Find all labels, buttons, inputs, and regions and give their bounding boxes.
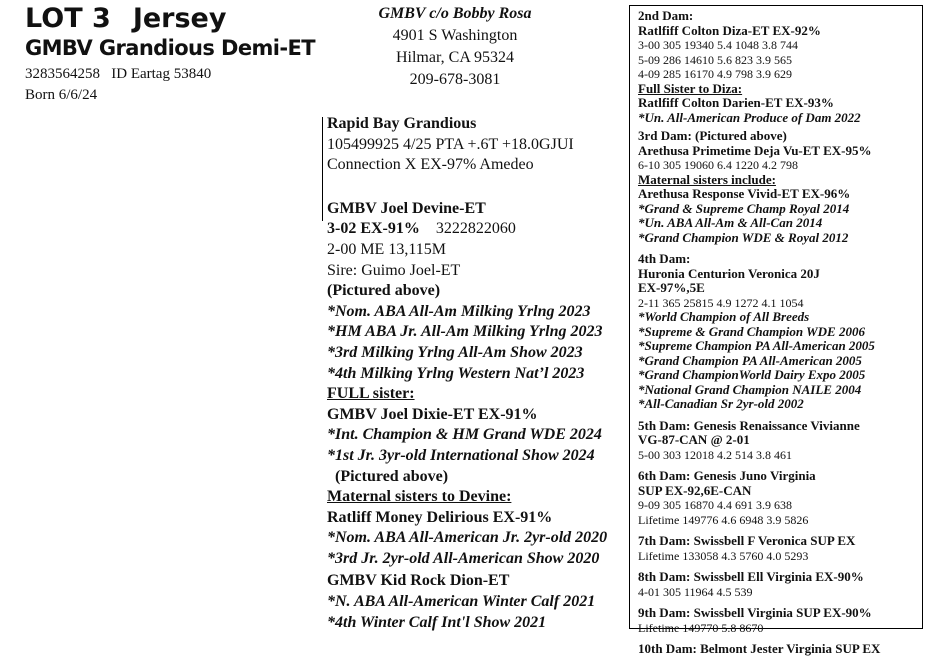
owner-city: Hilmar, CA 95324 — [395, 49, 515, 66]
dam-award: *4th Milking Yrlng Western Nat’l 2023 — [327, 364, 585, 382]
third-dam-name: Arethusa Primetime Deja Vu-ET EX-95% — [638, 142, 872, 158]
registration-line — [25, 66, 211, 83]
second-dam-record: 4-09 285 16170 4.9 798 3.9 629 — [638, 67, 792, 81]
dam-sire: Sire: Guimo Joel-ET — [327, 261, 461, 279]
fifth-dam-heading: 5th Dam: Genesis Renaissance Vivianne — [638, 417, 860, 433]
maternal-sister-award: *N. ABA All-American Winter Calf 2021 — [327, 593, 596, 611]
fourth-dam-award: *All-Canadian Sr 2yr-old 2002 — [638, 396, 804, 411]
owner-phone: 209-678-3081 — [409, 71, 501, 88]
sire-lineage: Connection X EX-97% Amedeo — [327, 156, 534, 174]
fourth-dam-classification: EX-97%,5E — [638, 280, 705, 295]
second-dam-name: Ratlfiff Colton Diza-ET EX-92% — [638, 22, 821, 38]
dam-classification: 3-02 EX-91% — [327, 220, 420, 238]
third-dam-heading: 3rd Dam: (Pictured above) — [638, 128, 787, 143]
sixth-dam-lifetime: Lifetime 149776 4.6 6948 3.9 5826 — [638, 512, 809, 527]
dam-record: 2-00 ME 13,115M — [327, 240, 446, 258]
full-sister-to-diza-name: Ratlfiff Colton Darien-ET EX-93% — [638, 95, 834, 110]
maternal-sister-award: *3rd Jr. 2yr-old All-American Show 2020 — [327, 549, 600, 567]
fourth-dam-award: *Supreme Champion PA All-American 2005 — [638, 338, 875, 353]
sixth-dam-classification: SUP EX-92,6E-CAN — [638, 482, 752, 498]
eighth-dam-heading: 8th Dam: Swissbell Ell Virginia EX-90% — [638, 569, 864, 584]
eighth-dam-record: 4-01 305 11964 4.5 539 — [638, 584, 753, 599]
full-sister-name: GMBV Joel Dixie-ET EX-91% — [327, 405, 538, 423]
second-dam-record: 3-00 305 19340 5.4 1048 3.8 744 — [638, 38, 798, 52]
maternal-sister-award: *4th Winter Calf Int'l Show 2021 — [327, 613, 547, 631]
fourth-dam-award: *World Champion of All Breeds — [638, 309, 810, 324]
seventh-dam-lifetime: Lifetime 133058 4.3 5760 4.0 5293 — [638, 548, 809, 563]
eartag: ID Eartag 53840 — [111, 66, 212, 82]
second-dam-heading: 2nd Dam: — [638, 8, 694, 23]
sire-name: Rapid Bay Grandious — [327, 115, 477, 132]
maternal-sisters-heading: Maternal sisters to Devine: — [327, 488, 512, 506]
full-sister-award: *1st Jr. 3yr-old International Show 2024 — [327, 446, 595, 464]
birth-date: Born 6/6/24 — [25, 87, 98, 103]
registration-number: 3283564258 — [25, 66, 100, 82]
fourth-dam-name: Huronia Centurion Veronica 20J — [638, 265, 820, 281]
third-dam-record: 6-10 305 19060 6.4 1220 4.2 798 — [638, 158, 798, 172]
lot-header — [25, 3, 226, 34]
fourth-dam-award: *Supreme & Grand Champion WDE 2006 — [638, 323, 865, 339]
dam-award: *Nom. ABA All-Am Milking Yrlng 2023 — [327, 302, 591, 320]
maternal-sister-vivid-award: *Grand Champion WDE & Royal 2012 — [638, 229, 849, 245]
owner-name: GMBV c/o Bobby Rosa — [378, 5, 532, 22]
dam-pictured-note: (Pictured above) — [327, 282, 441, 300]
dam-lineage-box — [629, 5, 923, 656]
dam-award: *HM ABA Jr. All-Am Milking Yrlng 2023 — [327, 323, 603, 341]
sixth-dam-record: 9-09 305 16870 4.4 691 3.9 638 — [638, 498, 792, 512]
maternal-sisters-include-heading: Maternal sisters include: — [638, 171, 776, 187]
dam-registration: 3222822060 — [435, 220, 516, 238]
full-sister-to-diza-heading: Full Sister to Diza: — [638, 80, 743, 96]
seventh-dam-heading: 7th Dam: Swissbell F Veronica SUP EX — [638, 533, 856, 548]
dam-name: GMBV Joel Devine-ET — [327, 199, 486, 217]
fifth-dam-record: 5-00 303 12018 4.2 514 3.8 461 — [638, 447, 792, 462]
dam-classification-line — [327, 219, 607, 240]
fourth-dam-award: *National Grand Champion NAILE 2004 — [638, 381, 862, 397]
fourth-dam-award: *Grand ChampionWorld Dairy Expo 2005 — [638, 367, 866, 382]
maternal-sister-name: Ratliff Money Delirious EX-91% — [327, 508, 553, 526]
fourth-dam-heading: 4th Dam: — [638, 251, 691, 266]
fourth-dam-award: *Grand Champion PA All-American 2005 — [638, 352, 862, 368]
lot-number: LOT 3 — [25, 3, 111, 34]
second-dam-record: 5-09 286 14610 5.6 823 3.9 565 — [638, 52, 792, 67]
owner-street: 4901 S Washington — [392, 27, 518, 44]
animal-name: GMBV Grandious Demi-ET — [25, 36, 315, 60]
maternal-sister-vivid-name: Arethusa Response Vivid-ET EX-96% — [638, 186, 851, 201]
sixth-dam-heading: 6th Dam: Genesis Juno Virginia — [638, 468, 816, 483]
full-sister-award: *Int. Champion & HM Grand WDE 2024 — [327, 426, 602, 444]
sire-details: 105499925 4/25 PTA +.6T +18.0GJUI — [327, 135, 574, 153]
ninth-dam-lifetime: Lifetime 149770 5.8 8670 — [638, 620, 764, 635]
ninth-dam-heading: 9th Dam: Swissbell Virginia SUP EX-90% — [638, 605, 872, 620]
full-sister-to-diza-award: *Un. All-American Produce of Dam 2022 — [638, 109, 861, 125]
pedigree-middle — [327, 114, 607, 633]
maternal-sister-vivid-award: *Un. ABA All-Am & All-Can 2014 — [638, 215, 823, 230]
tenth-dam-heading: 10th Dam: Belmont Jester Virginia SUP EX — [638, 641, 881, 656]
dam-award: *3rd Milking Yrlng All-Am Show 2023 — [327, 343, 583, 361]
maternal-sister-award: *Nom. ABA All-American Jr. 2yr-old 2020 — [327, 529, 608, 547]
full-sister-pictured-note: (Pictured above) — [335, 467, 449, 485]
pedigree-bracket — [322, 117, 323, 221]
fifth-dam-classification: VG-87-CAN @ 2-01 — [638, 432, 750, 447]
full-sister-heading: FULL sister: — [327, 385, 415, 403]
maternal-sister-name: GMBV Kid Rock Dion-ET — [327, 572, 510, 590]
breed: Jersey — [132, 3, 227, 34]
maternal-sister-vivid-award: *Grand & Supreme Champ Royal 2014 — [638, 200, 850, 216]
owner-block — [360, 3, 550, 91]
fourth-dam-record: 2-11 365 25815 4.9 1272 4.1 1054 — [638, 295, 804, 310]
